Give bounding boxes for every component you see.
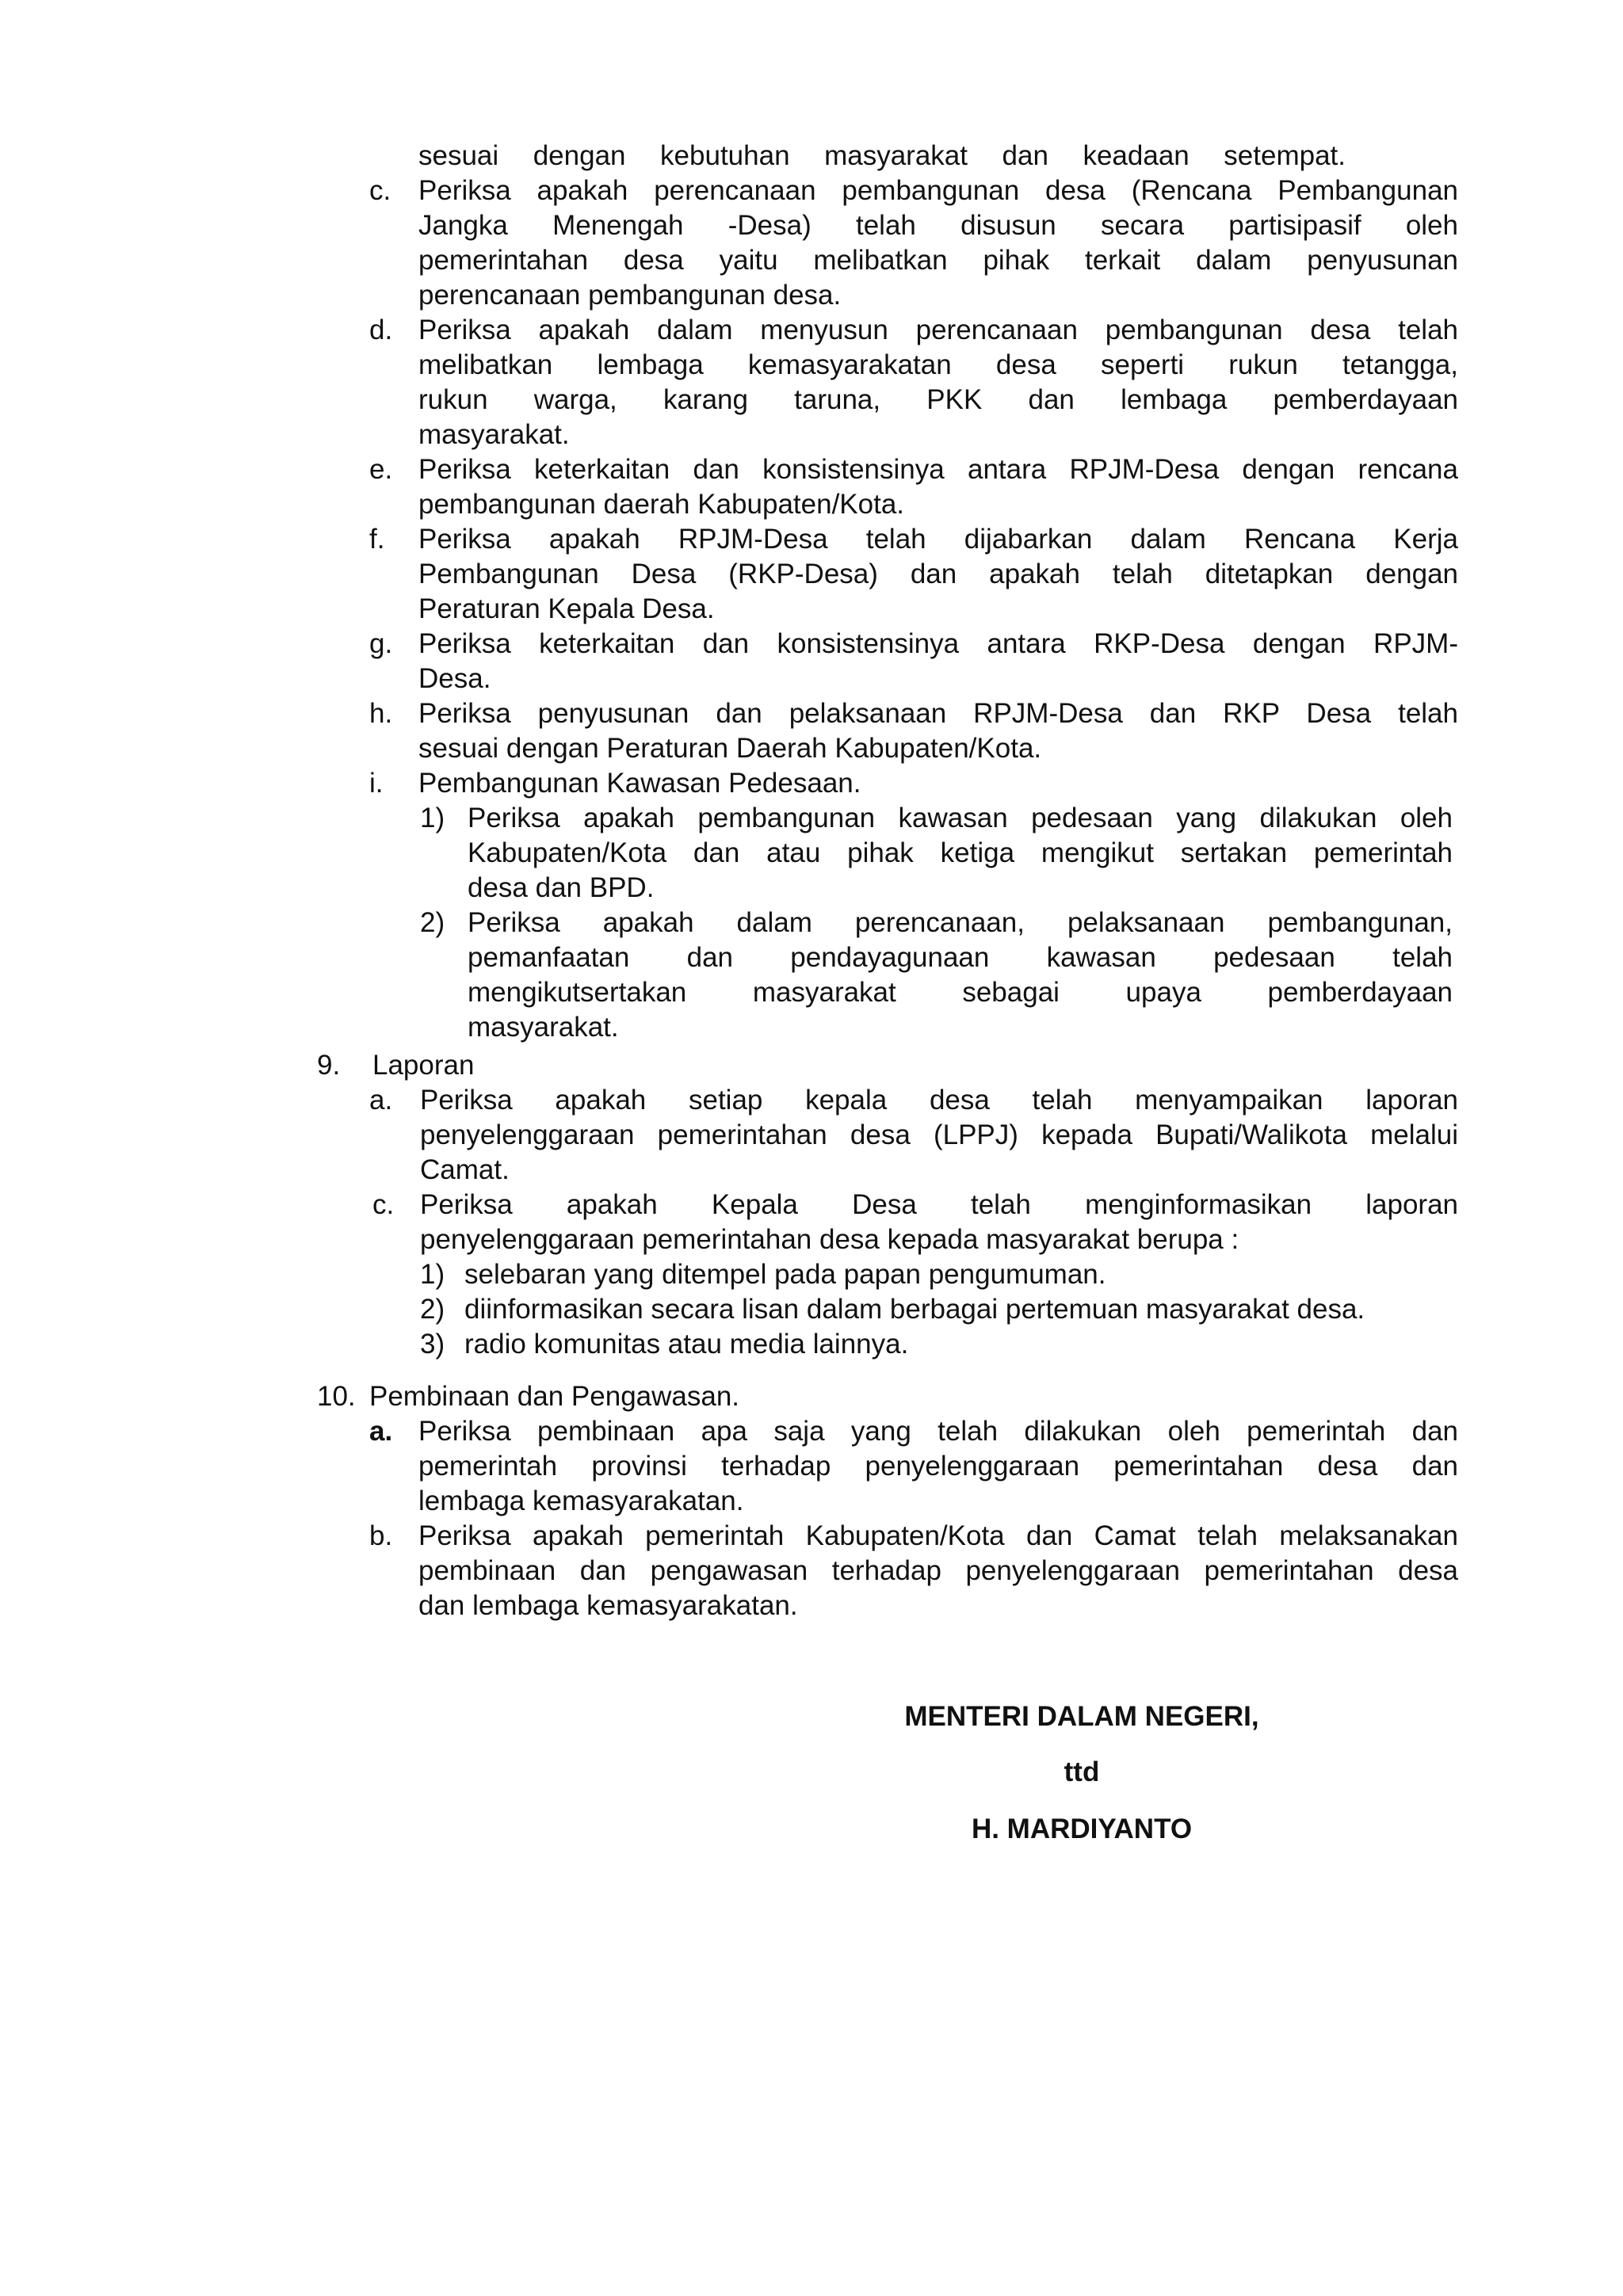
list-item-line: mengikutsertakan masyarakat sebagai upaya pemberdayaan	[468, 977, 1453, 1008]
section-title: Pembinaan dan Pengawasan.	[369, 1381, 740, 1412]
list-item-line: pembangunan daerah Kabupaten/Kota.	[418, 489, 905, 520]
list-item-line: Periksa apakah Kepala Desa telah menginformasikan laporan	[420, 1189, 1458, 1220]
list-item-line: Periksa apakah pembangunan kawasan pedesaan yang dilakukan oleh	[468, 803, 1453, 833]
list-item-line: selebaran yang ditempel pada papan pengumuman.	[464, 1259, 1106, 1290]
list-marker: a.	[369, 1416, 393, 1447]
list-item-line: Periksa apakah dalam perencanaan, pelaksanaan pembangunan,	[468, 907, 1453, 938]
signature-office: MENTERI DALAM NEGERI,	[904, 1701, 1259, 1732]
signature-ttd: ttd	[1064, 1756, 1100, 1787]
list-marker: i.	[369, 768, 384, 799]
list-item-line: radio komunitas atau media lainnya.	[464, 1329, 909, 1360]
list-item-line: Periksa apakah dalam menyusun perencanaan pembangunan desa telah	[418, 315, 1458, 345]
list-item-line: Periksa apakah RPJM-Desa telah dijabarkan dalam Rencana Kerja	[418, 524, 1458, 555]
list-item-line: melibatkan lembaga kemasyarakatan desa seperti rukun tetangga,	[418, 349, 1458, 380]
list-item-line: masyarakat.	[468, 1012, 619, 1043]
list-item-line: Periksa keterkaitan dan konsistensinya antara RKP-Desa dengan RPJM-	[418, 628, 1458, 659]
list-item-line: Periksa apakah perencanaan pembangunan desa (Rencana Pembangunan	[418, 175, 1458, 206]
list-item-line: pemerintahan desa yaitu melibatkan pihak terkait dalam penyusunan	[418, 245, 1458, 276]
list-item-line: masyarakat.	[418, 419, 570, 450]
list-item-line: Pembangunan Desa (RKP-Desa) dan apakah telah ditetapkan dengan	[418, 559, 1458, 589]
list-marker: d.	[369, 315, 393, 345]
list-marker: a.	[369, 1085, 393, 1116]
list-item-line: Periksa pembinaan apa saja yang telah dilakukan oleh pemerintah dan	[418, 1416, 1458, 1447]
list-marker: 1)	[420, 803, 445, 833]
list-marker: 3)	[420, 1329, 445, 1360]
list-item-line: pembinaan dan pengawasan terhadap penyelenggaraan pemerintahan desa	[418, 1555, 1458, 1586]
list-item-line: pemanfaatan dan pendayagunaan kawasan pedesaan telah	[468, 942, 1453, 973]
section-number: 9.	[317, 1050, 341, 1081]
list-item-line: Periksa apakah setiap kepala desa telah menyampaikan laporan	[420, 1085, 1458, 1116]
list-marker: 1)	[420, 1259, 445, 1290]
list-item-line: penyelenggaraan pemerintahan desa (LPPJ) kepada Bupati/Walikota melalui	[420, 1119, 1458, 1150]
list-item-line: Desa.	[418, 663, 491, 694]
section-title: Laporan	[372, 1050, 475, 1081]
list-item-line: desa dan BPD.	[468, 872, 655, 903]
list-item-line: Peraturan Kepala Desa.	[418, 593, 715, 624]
list-item-line: lembaga kemasyarakatan.	[418, 1486, 744, 1516]
list-item-line: penyelenggaraan pemerintahan desa kepada masyarakat berupa :	[420, 1224, 1239, 1255]
list-item-line: diinformasikan secara lisan dalam berbagai pertemuan masyarakat desa.	[464, 1294, 1365, 1325]
section-number: 10.	[317, 1381, 356, 1412]
list-marker: h.	[369, 698, 393, 729]
list-item-line: rukun warga, karang taruna, PKK dan lembaga pemberdayaan	[418, 384, 1458, 415]
list-item-line: dan lembaga kemasyarakatan.	[418, 1590, 798, 1621]
list-item-line: Camat.	[420, 1154, 510, 1185]
signature-name: H. MARDIYANTO	[971, 1814, 1193, 1844]
list-item-line: Kabupaten/Kota dan atau pihak ketiga mengikut sertakan pemerintah	[468, 837, 1453, 868]
continuation-line: sesuai dengan kebutuhan masyarakat dan keadaan setempat.	[418, 140, 1346, 171]
list-marker: c.	[372, 1189, 395, 1220]
list-item-line: Periksa apakah pemerintah Kabupaten/Kota dan Camat telah melaksanakan	[418, 1520, 1458, 1551]
list-marker: f.	[369, 524, 385, 555]
list-marker: b.	[369, 1520, 393, 1551]
list-item-line: Periksa keterkaitan dan konsistensinya antara RPJM-Desa dengan rencana	[418, 454, 1458, 485]
list-marker: c.	[369, 175, 391, 206]
list-item-line: sesuai dengan Peraturan Daerah Kabupaten/Kota.	[418, 733, 1042, 764]
list-item-line: pemerintah provinsi terhadap penyelenggaraan pemerintahan desa dan	[418, 1451, 1458, 1482]
list-marker: g.	[369, 628, 393, 659]
list-item-line: Pembangunan Kawasan Pedesaan.	[418, 768, 861, 799]
list-marker: 2)	[420, 907, 445, 938]
list-marker: e.	[369, 454, 393, 485]
list-item-line: Periksa penyusunan dan pelaksanaan RPJM-Desa dan RKP Desa telah	[418, 698, 1458, 729]
list-item-line: perencanaan pembangunan desa.	[418, 280, 842, 311]
list-item-line: Jangka Menengah -Desa) telah disusun secara partisipasif oleh	[418, 210, 1458, 241]
list-marker: 2)	[420, 1294, 445, 1325]
